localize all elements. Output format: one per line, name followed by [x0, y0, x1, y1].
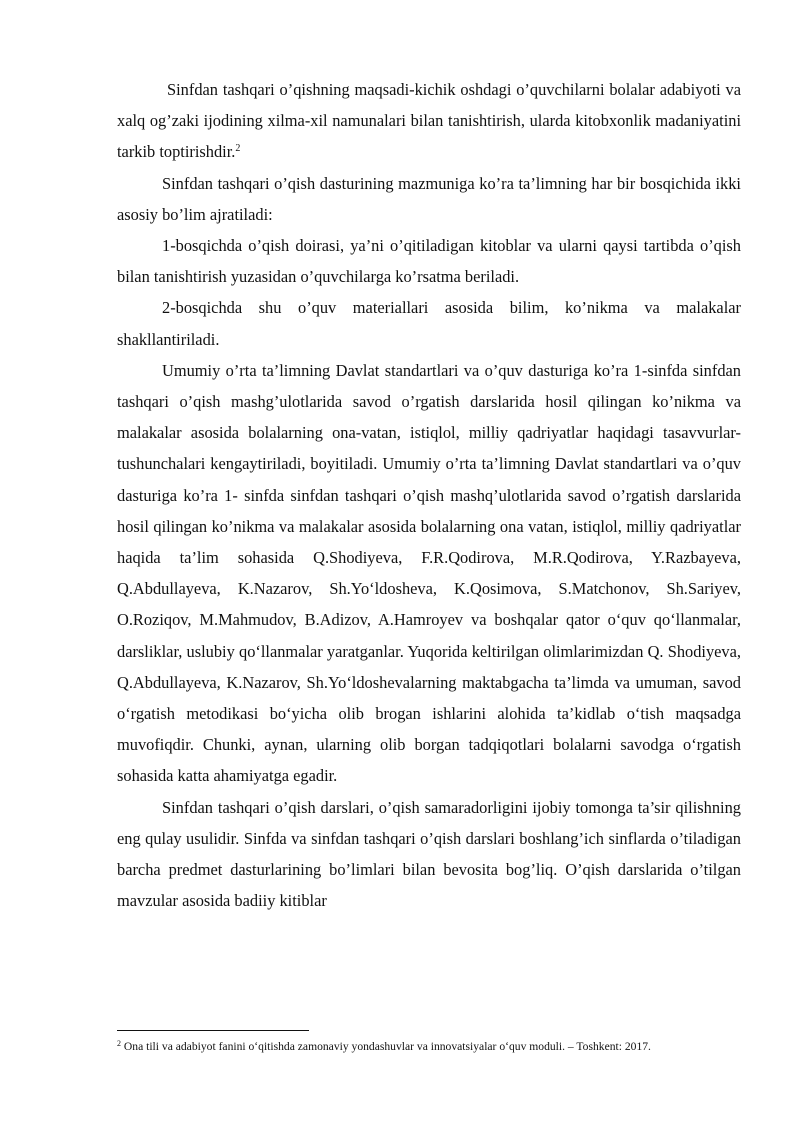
document-body [117, 74, 741, 916]
paragraph-5: Umumiy o’rta ta’limning Davlat standartlari va o’quv dasturiga ko’ra 1-sinfda sinfdan tashqari o’qish mashg’ulotlarida savod o’rgatish darslarida hosil qilingan ko’nikma va malakalar asosida bolalarning ona-vatan, istiqlol, milliy qadriyatlar haqidagi tasavvurlar-tushunchalari kengaytiriladi, boyitiladi. Umumiy o’rta ta’limning Davlat standartlari va o’quv dasturiga ko’ra 1- sinfda sinfdan tashqari o’qish mashq’ulotlarida savod o’rgatish darslarida hosil qilingan ko’nikma va malakalar asosida bolalarning ona vatan, istiqlol, milliy qadriyatlar haqida ta’lim sohasida Q.Shodiyeva, F.R.Qodirova, M.R.Qodirova, Y.Razbayeva, Q.Abdullayeva, K.Nazarov, Sh.Yo‘ldosheva, K.Qosimova, S.Matchonov, Sh.Sariyev, O.Roziqov, M.Mahmudov, B.Adizov, A.Hamroyev va boshqalar qator o‘quv qo‘llanmalar, darsliklar, uslubiy qo‘llanmalar yaratganlar. Yuqorida keltirilgan olimlarimizdan Q. Shodiyeva, Q.Abdullayeva, K.Nazarov, Sh.Yo‘ldoshevalarning maktabgacha ta’limda va umuman, savod o‘rgatish metodikasi bo‘yicha olib brogan ishlarini alohida ta’kidlab o‘tish maqsadga muvofiqdir. Chunki, aynan, ularning olib borgan tadqiqotlari bolalarni savodga o‘rgatish sohasida katta ahamiyatga egadir. [117, 360, 741, 786]
footnote [117, 1040, 757, 1054]
paragraph-1: Sinfdan tashqari o’qishning maqsadi-kichik oshdagi o’quvchilarni bolalar adabiyoti va xalq og’zaki ijodining xilma-xil namunalari bilan tanishtirish, ularda kitobxonlik madaniyatini tarkib toptirishdir.$^2$ [117, 80, 741, 162]
paragraph-3: 1-bosqichda o’qish doirasi, ya’ni o’qitiladigan kitoblar va ularni qaysi tartibda o’qish bilan tanishtirish yuzasidan o’quvchilarga ko’rsatma beriladi. [117, 236, 741, 287]
footnote-divider [117, 1030, 309, 1031]
paragraph-6: Sinfdan tashqari o’qish darslari, o’qish samaradorligini ijobiy tomonga ta’sir qilishning eng qulay usulidir. Sinfda va sinfdan tashqari o’qish darslari boshlang’ich sinflarda o’tiladigan barcha predmet dasturlarining bo’limlari bilan bevosita bog’liq. O’qish darslarida o’tilgan mavzular asosida badiiy kitiblar [117, 797, 741, 911]
footnote-number: 2 [117, 1039, 121, 1048]
footnote-reference[interactable]: 2 [235, 143, 241, 155]
paragraph-2: Sinfdan tashqari o’qish dasturining mazmuniga ko’ra ta’limning har bir bosqichida ikki asosiy bo’lim ajratiladi: [117, 173, 741, 224]
footnote-text: Ona tili va adabiyot fanini o‘qitishda zamonaviy yondashuvlar va innovatsiyalar o‘quv moduli. – Toshkent: 2017. [123, 1040, 651, 1053]
paragraph-4: 2-bosqichda shu o’quv materiallari asosida bilim, ko’nikma va malakalar shakllantiriladi. [117, 298, 741, 349]
